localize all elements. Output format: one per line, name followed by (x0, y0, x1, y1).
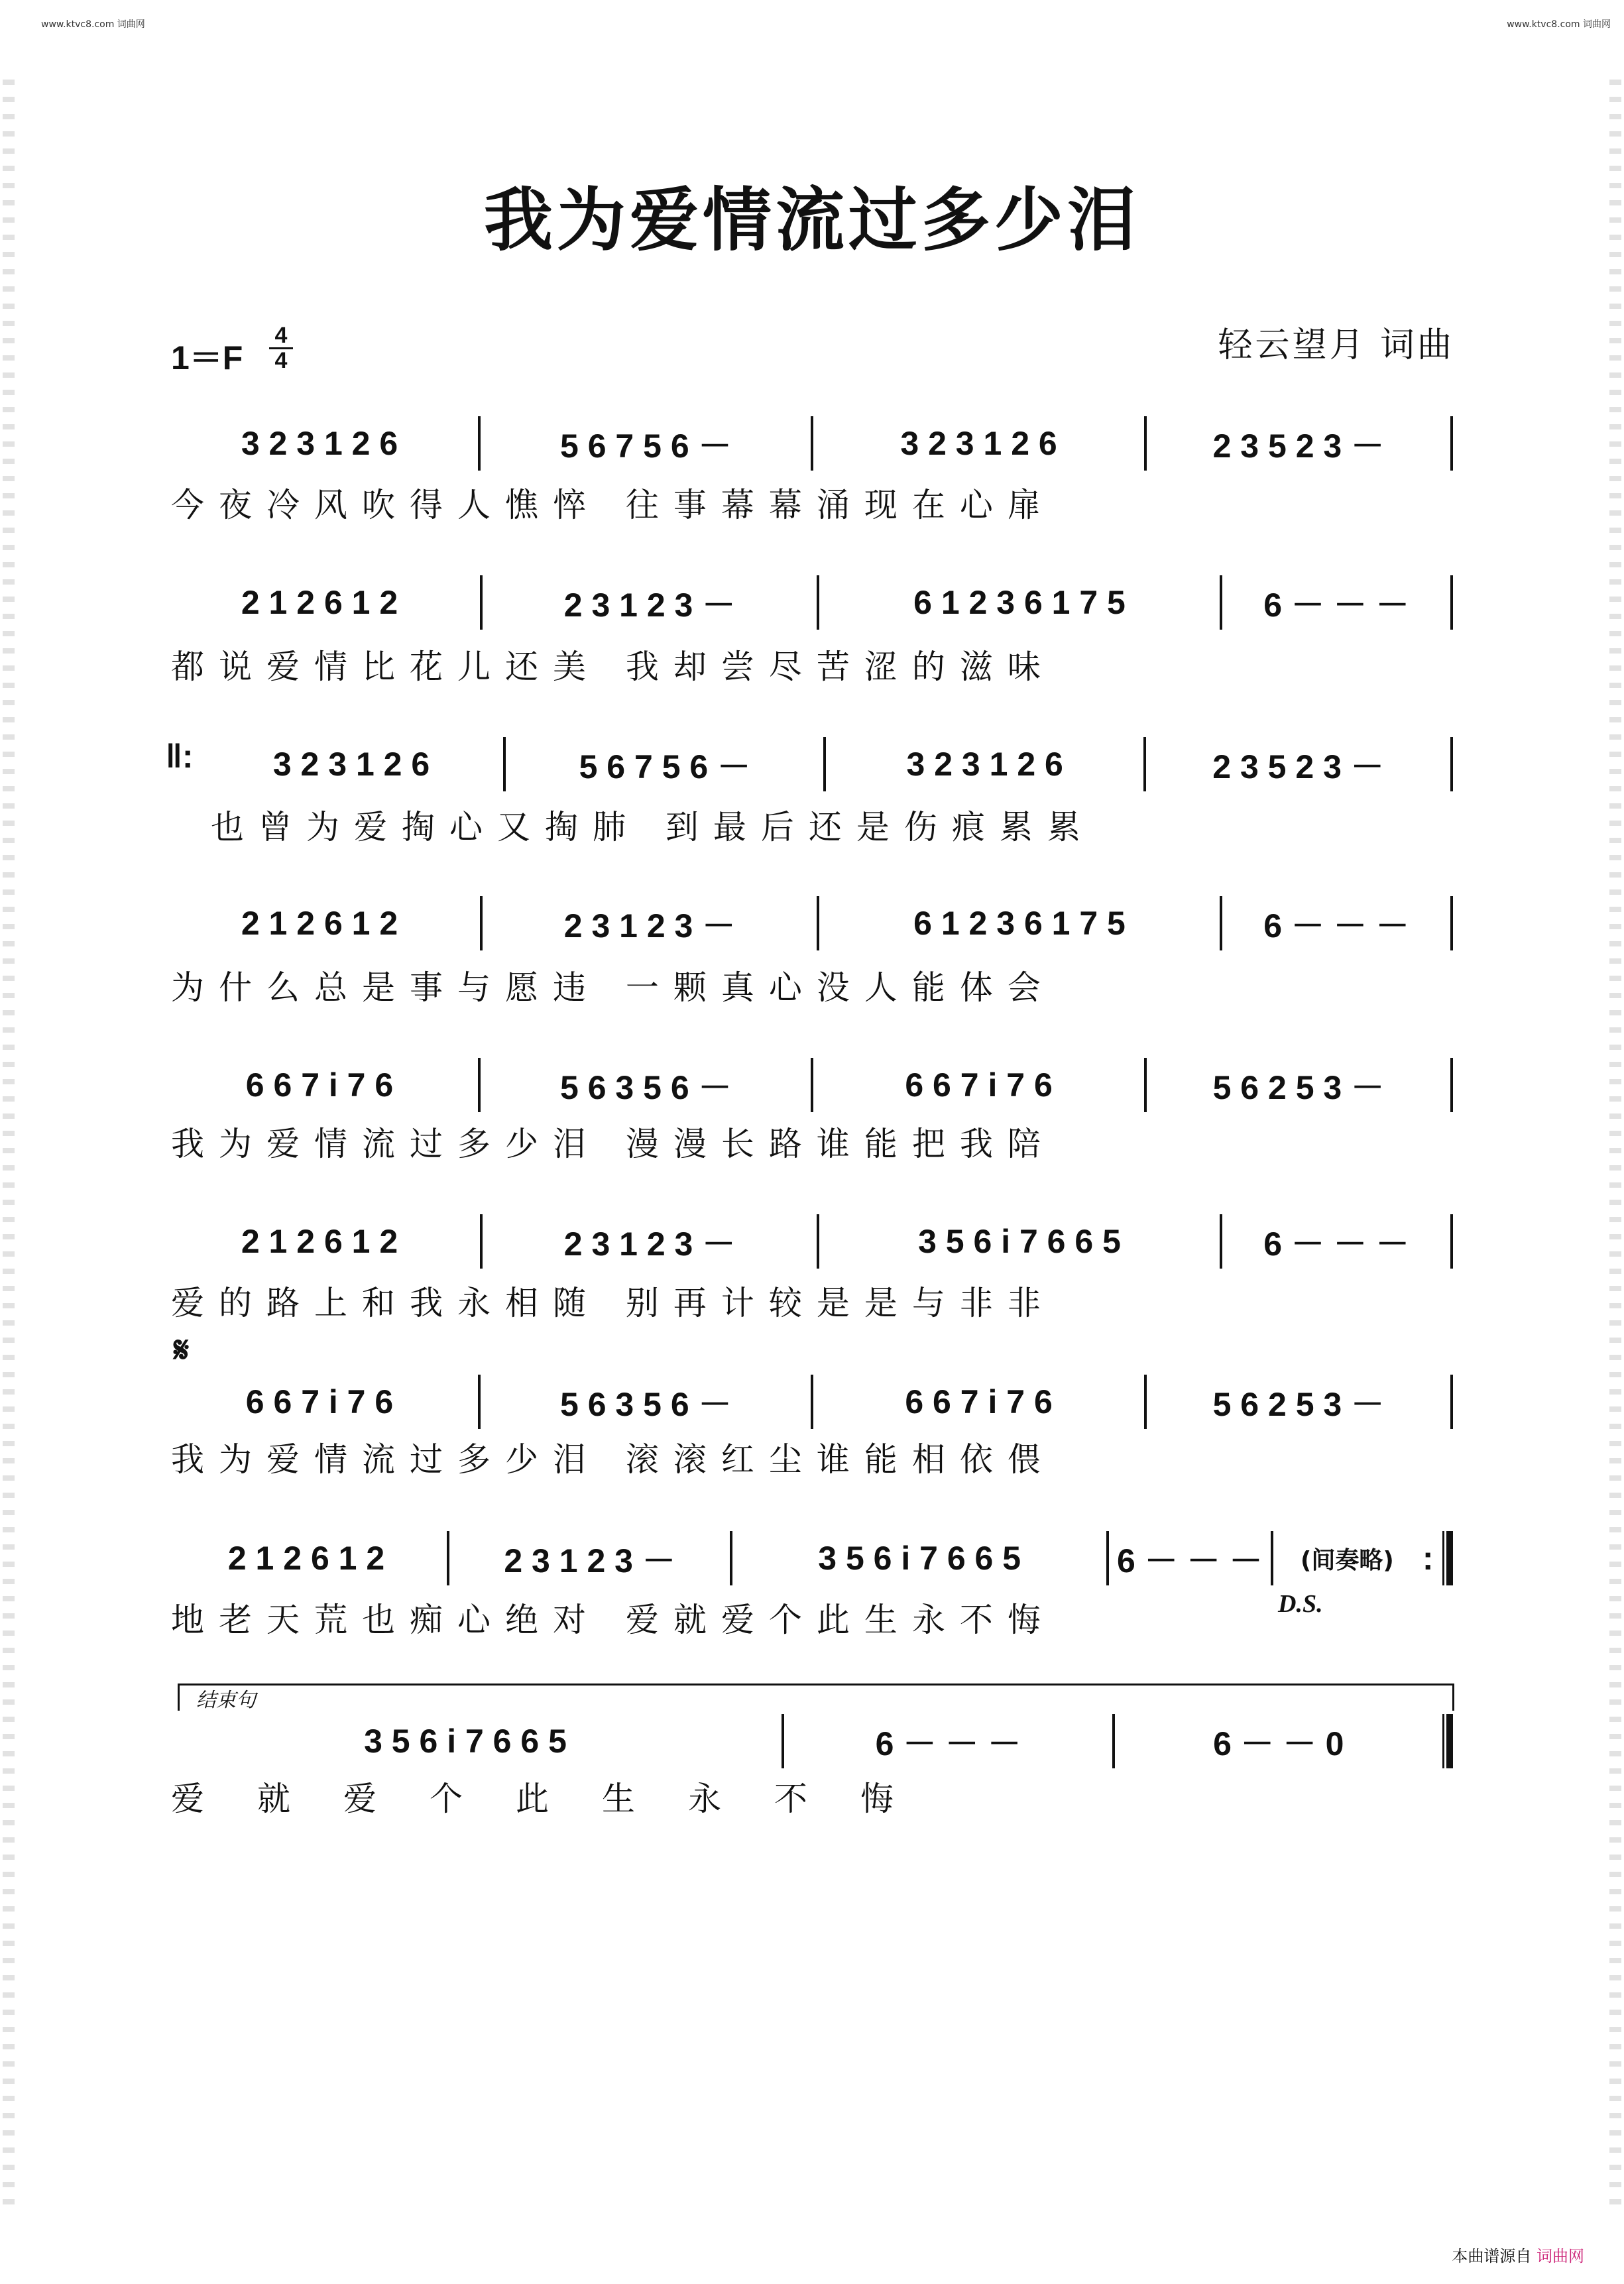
time-signature (269, 325, 293, 372)
barline (1144, 1375, 1147, 1429)
decorative-watermark-right (1609, 80, 1621, 2204)
measure: 6 － － － (875, 1725, 1021, 1762)
barline (1450, 1058, 1453, 1112)
measure: 6 － － 0 (1213, 1725, 1344, 1762)
measure: 2 1 2 6 1 2 (241, 584, 398, 621)
barline (480, 575, 483, 630)
barline (823, 737, 826, 791)
dal-segno-mark: D.S. (1278, 1590, 1323, 1618)
notation-line-7 (174, 1375, 1453, 1429)
barline (817, 575, 819, 630)
measure: 6 6 7 i 7 6 (245, 1383, 394, 1420)
measure: 6 － － － (1263, 1226, 1409, 1263)
barline (1143, 737, 1146, 791)
measure: 2 1 2 6 1 2 (227, 1540, 385, 1577)
notation-line-8 (174, 1531, 1453, 1585)
notation-line-6 (174, 1214, 1453, 1269)
notation-line-2 (174, 575, 1453, 630)
barline (478, 416, 481, 471)
measure: 2 3 1 2 3 － (563, 1226, 736, 1263)
measure: 2 3 1 2 3 － (504, 1542, 675, 1579)
measure: 6 1 2 3 6 1 7 5 (913, 905, 1126, 942)
measure: 6 6 7 i 7 6 (905, 1383, 1053, 1420)
barline (811, 1375, 813, 1429)
ending-bracket (178, 1684, 1454, 1711)
measure: 2 1 2 6 1 2 (241, 905, 398, 942)
repeat-end-dots: : (1422, 1540, 1434, 1577)
lyrics-line-2: 都说爱情比花儿还美 我却尝尽苦涩的滋味 (171, 648, 1055, 686)
decorative-watermark-left (3, 80, 15, 2204)
song-title: 我为爱情流过多少泪 (483, 179, 1140, 260)
measure: 6 － － － (1263, 907, 1409, 944)
barline (1450, 896, 1453, 950)
header-url-left[interactable]: www.ktvc8.com 词曲网 (41, 19, 145, 30)
lyrics-line-7: 我为爱情流过多少泪 滚滚红尘谁能相依偎 (171, 1440, 1055, 1479)
barline (447, 1531, 449, 1585)
barline (730, 1531, 732, 1585)
barline (782, 1714, 784, 1768)
barline (811, 416, 813, 471)
time-signature-bottom: 4 (274, 348, 288, 373)
measure: 3 2 3 1 2 6 (906, 746, 1063, 783)
lyrics-line-3: 也曾为爱掏心又掏肺 到最后还是伤痕累累 (211, 808, 1095, 846)
notation-ending (174, 1714, 1453, 1768)
notation-line-3 (212, 737, 1453, 791)
lyrics-ending: 爱就爱个此生永不悔 (171, 1780, 947, 1818)
barline (1271, 1531, 1273, 1585)
segno-sign: 𝄋 (174, 1328, 190, 1371)
barline (1220, 1214, 1222, 1269)
lyrics-line-6: 爱的路上和我永相随 别再计较是是与非非 (171, 1284, 1055, 1322)
key-signature: 1＝F (171, 339, 243, 376)
interlude-note: (间奏略) (1300, 1546, 1394, 1574)
measure: 3 2 3 1 2 6 (272, 746, 430, 783)
measure: 6 － － － (1117, 1542, 1263, 1579)
measure: 3 2 3 1 2 6 (241, 425, 398, 462)
measure: 2 3 5 2 3 － (1212, 428, 1385, 465)
measure: 3 5 6 i 7 6 6 5 (364, 1723, 567, 1760)
final-barline (1442, 1714, 1453, 1768)
measure: 6 6 7 i 7 6 (905, 1066, 1053, 1104)
barline (817, 1214, 819, 1269)
barline (1450, 1214, 1453, 1269)
measure: 5 6 2 5 3 － (1212, 1386, 1385, 1423)
lyrics-line-5: 我为爱情流过多少泪 漫漫长路谁能把我陪 (171, 1125, 1055, 1163)
footer-credit (1452, 2243, 1584, 2266)
notation-line-5 (174, 1058, 1453, 1112)
time-signature-top: 4 (274, 323, 288, 348)
lyrics-line-4: 为什么总是事与愿违 一颗真心没人能体会 (171, 968, 1055, 1007)
measure: 3 5 6 i 7 6 6 5 (818, 1540, 1021, 1577)
composer-credit: 轻云望月 词曲 (1218, 325, 1454, 365)
lyrics-line-8: 地老天荒也痴心绝对 爱就爱个此生永不悔 (171, 1601, 1055, 1639)
barline (480, 1214, 483, 1269)
barline (1144, 416, 1147, 471)
repeat-end-barline (1442, 1531, 1453, 1585)
measure: 2 3 1 2 3 － (563, 587, 736, 624)
barline (1450, 737, 1453, 791)
barline (1106, 1531, 1109, 1585)
barline (503, 737, 506, 791)
repeat-start-sign: ‖: (166, 738, 194, 775)
measure: 2 3 5 2 3 － (1212, 748, 1384, 785)
barline (817, 896, 819, 950)
measure: 2 3 1 2 3 － (563, 907, 736, 944)
lyrics-line-1: 今夜冷风吹得人憔悴 往事幕幕涌现在心扉 (171, 486, 1055, 524)
barline (811, 1058, 813, 1112)
barline (480, 896, 483, 950)
barline (1450, 575, 1453, 630)
barline (1112, 1714, 1115, 1768)
barline (1144, 1058, 1147, 1112)
measure: 5 6 7 5 6 － (579, 748, 751, 785)
barline (1450, 1375, 1453, 1429)
measure: 2 1 2 6 1 2 (241, 1223, 398, 1260)
notation-line-4 (174, 896, 1453, 950)
barline (1220, 575, 1222, 630)
measure: 6 － － － (1263, 587, 1409, 624)
measure: 5 6 7 5 6 － (560, 428, 732, 465)
measure: 5 6 3 5 6 － (560, 1386, 732, 1423)
footer-credit-text: 本曲谱源自 (1452, 2247, 1532, 2265)
measure: 3 2 3 1 2 6 (900, 425, 1057, 462)
footer-credit-site-link[interactable]: 词曲网 (1537, 2247, 1584, 2265)
notation-line-1 (174, 416, 1453, 471)
measure: 6 6 7 i 7 6 (245, 1066, 394, 1104)
measure: 5 6 2 5 3 － (1212, 1069, 1385, 1106)
barline (1450, 416, 1453, 471)
measure: 3 5 6 i 7 6 6 5 (918, 1223, 1121, 1260)
ending-label: 结束句 (196, 1689, 256, 1712)
measure: 5 6 3 5 6 － (560, 1069, 732, 1106)
header-url-right[interactable]: www.ktvc8.com 词曲网 (1507, 19, 1611, 30)
barline (478, 1375, 481, 1429)
barline (478, 1058, 481, 1112)
barline (1220, 896, 1222, 950)
measure: 6 1 2 3 6 1 7 5 (913, 584, 1126, 621)
